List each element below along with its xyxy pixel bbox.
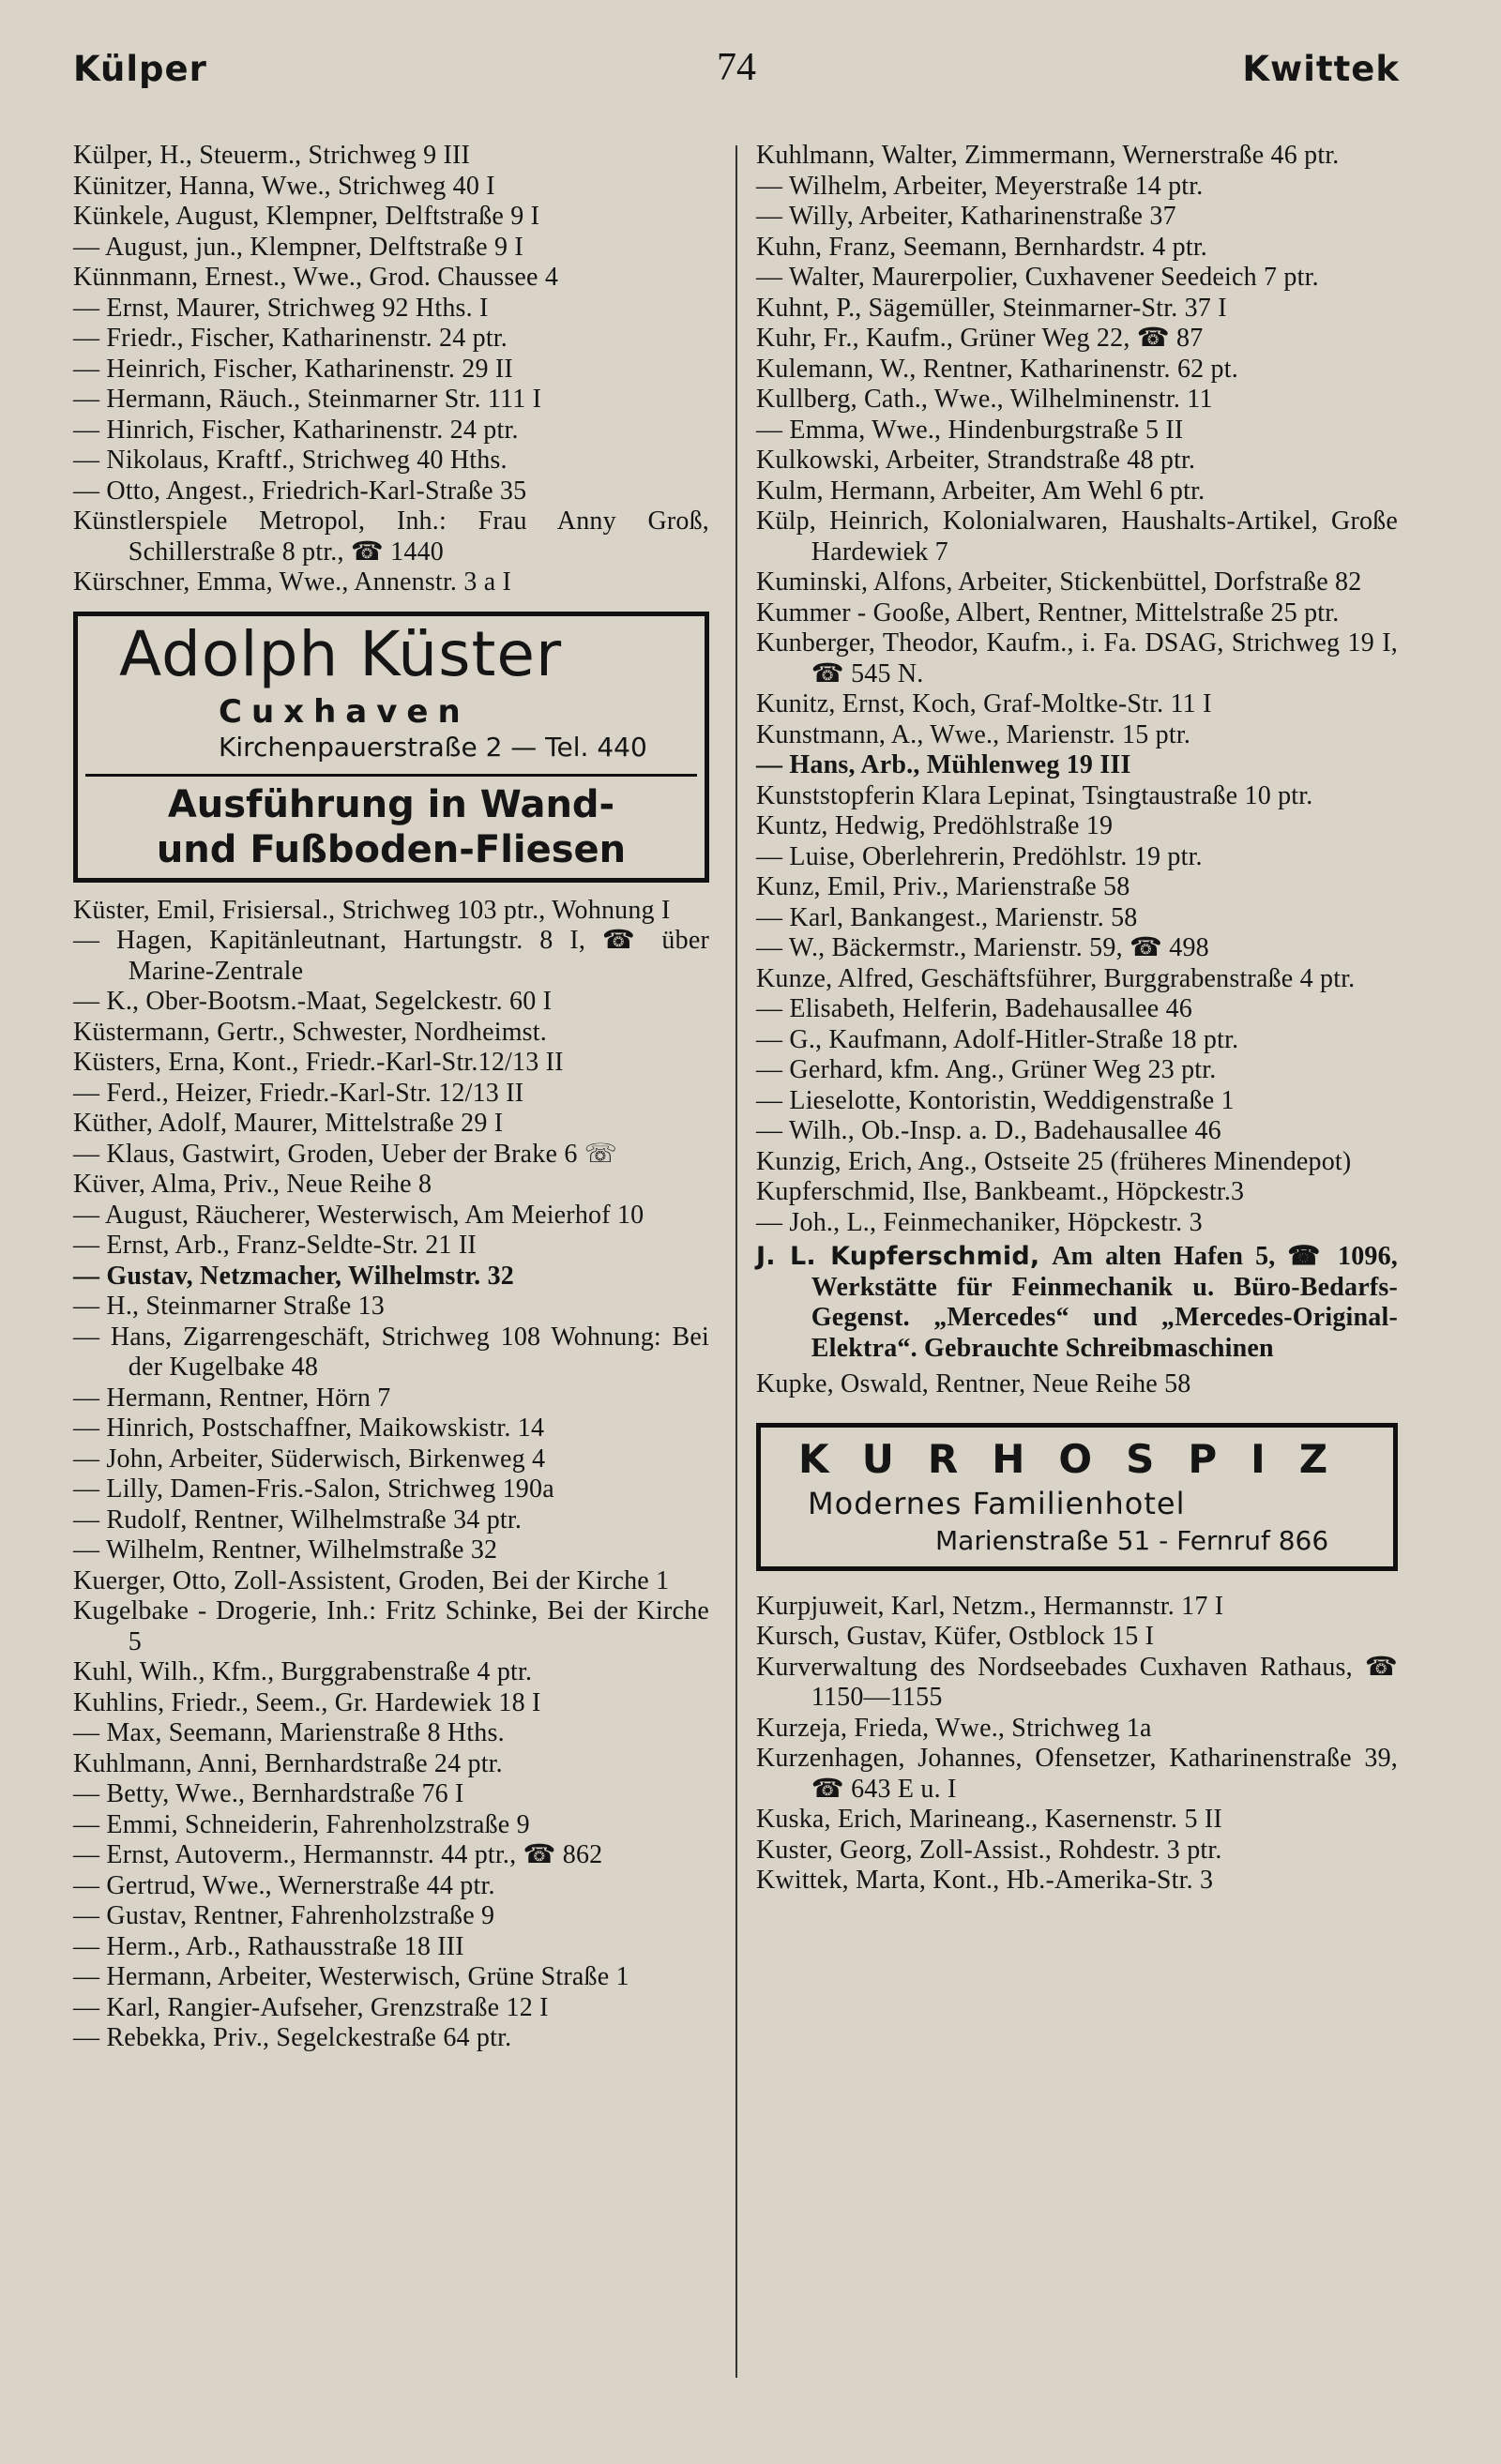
directory-entry: Künstlerspiele Metropol, Inh.: Frau Anny Groß, Schillerstraße 8 ptr., ☎ 1440 <box>73 506 709 567</box>
directory-entry: — August, Räucherer, Westerwisch, Am Meierhof 10 <box>73 1200 644 1230</box>
directory-entry: — John, Arbeiter, Süderwisch, Birkenweg 4 <box>73 1444 546 1474</box>
directory-entry: — W., Bäckermstr., Marienstr. 59, ☎ 498 <box>756 933 1209 962</box>
kupferschmid-text: Am alten Hafen 5, ☎ 1096, Werkstätte für Feinmechanik u. Büro-Bedarfs-Gegenst. „Mercedes“ und „Mercedes-Original-Elektra“. Gebrauchte Schreibmaschinen <box>811 1242 1398 1363</box>
directory-entry: Künitzer, Hanna, Wwe., Strichweg 40 I <box>73 171 495 201</box>
directory-entry: Küver, Alma, Priv., Neue Reihe 8 <box>73 1170 432 1199</box>
directory-entry: Kursch, Gustav, Küfer, Ostblock 15 I <box>756 1622 1155 1651</box>
directory-entry: Kunzig, Erich, Ang., Ostseite 25 (früheres Minendepot) <box>756 1146 1352 1176</box>
directory-entry: Kulm, Hermann, Arbeiter, Am Wehl 6 ptr. <box>756 476 1205 506</box>
directory-entry: — Lilly, Damen-Fris.-Salon, Strichweg 190a <box>73 1474 554 1504</box>
directory-entry: Kupferschmid, Ilse, Bankbeamt., Höpckestr.3 <box>756 1177 1245 1206</box>
header-first-name: Külper <box>73 49 207 89</box>
directory-entry: — Lieselotte, Kontoristin, Weddigenstraße 1 <box>756 1085 1235 1115</box>
directory-entry-kupferschmid <box>756 1242 1398 1364</box>
ad-hotel-name: KURHOSPIZ <box>798 1435 1362 1482</box>
directory-entry: — Gerhard, kfm. Ang., Grüner Weg 23 ptr. <box>756 1055 1217 1084</box>
directory-entry: Künnmann, Ernest., Wwe., Grod. Chaussee 4 <box>73 263 559 292</box>
directory-entry: Kwittek, Marta, Kont., Hb.-Amerika-Str. 3 <box>756 1866 1214 1895</box>
directory-entry: Kuhn, Franz, Seemann, Bernhardstr. 4 ptr. <box>756 232 1208 262</box>
directory-entry: — Luise, Oberlehrerin, Predöhlstr. 19 ptr. <box>756 841 1203 871</box>
directory-entry: — Hinrich, Postschaffner, Maikowskistr. 14 <box>73 1413 545 1443</box>
directory-entry: Kuster, Georg, Zoll-Assist., Rohdestr. 3 ptr. <box>756 1835 1222 1865</box>
directory-entry: Kurzenhagen, Johannes, Ofensetzer, Katharinenstraße 39, ☎ 643 E u. I <box>756 1744 1398 1804</box>
directory-entry: Kunitz, Ernst, Koch, Graf-Moltke-Str. 11 I <box>756 689 1212 718</box>
directory-entry: Kurpjuweit, Karl, Netzm., Hermannstr. 17 I <box>756 1591 1224 1621</box>
ad-city: Cuxhaven <box>219 692 470 731</box>
directory-entry: Kuhnt, P., Sägemüller, Steinmarner-Str. 37 I <box>756 293 1227 323</box>
directory-entry: — Friedr., Fischer, Katharinenstr. 24 ptr. <box>73 324 508 353</box>
directory-entry: Küstermann, Gertr., Schwester, Nordheimst. <box>73 1017 547 1047</box>
directory-entry: — Emma, Wwe., Hindenburgstraße 5 II <box>756 415 1184 445</box>
directory-entry: — Wilhelm, Arbeiter, Meyerstraße 14 ptr. <box>756 171 1204 201</box>
directory-entry: Kürschner, Emma, Wwe., Annenstr. 3 a I <box>73 567 512 597</box>
directory-entry: — Heinrich, Fischer, Katharinenstr. 29 II <box>73 354 513 384</box>
directory-entry: — Hinrich, Fischer, Katharinenstr. 24 ptr. <box>73 415 519 445</box>
directory-entry: — Otto, Angest., Friedrich-Karl-Straße 35 <box>73 476 527 506</box>
directory-entry: Küsters, Erna, Kont., Friedr.-Karl-Str.12/13 II <box>73 1048 564 1077</box>
directory-entry: — Max, Seemann, Marienstraße 8 Hths. <box>73 1718 505 1747</box>
directory-entry: Kunststopferin Klara Lepinat, Tsingtaustraße 10 ptr. <box>756 780 1313 810</box>
directory-entry: — Elisabeth, Helferin, Badehausallee 46 <box>756 994 1192 1023</box>
directory-entry: Kulkowski, Arbeiter, Strandstraße 48 ptr. <box>756 446 1196 475</box>
directory-entry: — Walter, Maurerpolier, Cuxhavener Seedeich 7 ptr. <box>756 263 1319 292</box>
directory-entry: Kuhr, Fr., Kaufm., Grüner Weg 22, ☎ 87 <box>756 324 1204 353</box>
ad-address: Kirchenpauerstraße 2 — Tel. 440 <box>219 731 647 763</box>
directory-entry: — Klaus, Gastwirt, Groden, Ueber der Brake 6 ☏ <box>73 1139 617 1169</box>
left-entries-top <box>73 141 709 598</box>
directory-entry: — Emmi, Schneiderin, Fahrenholzstraße 9 <box>73 1809 530 1839</box>
right-column <box>756 141 1398 1897</box>
directory-entry: Kunze, Alfred, Geschäftsführer, Burggrabenstraße 4 ptr. <box>756 963 1356 993</box>
directory-entry: — Wilh., Ob.-Insp. a. D., Badehausallee 46 <box>756 1116 1221 1145</box>
directory-entry: Kunstmann, A., Wwe., Marienstr. 15 ptr. <box>756 719 1191 749</box>
ad-tagline-1: Ausführung in Wand- <box>167 782 615 826</box>
directory-entry: — Hermann, Rentner, Hörn 7 <box>73 1383 391 1413</box>
directory-entry: Kurverwaltung des Nordseebades Cuxhaven Rathaus, ☎ 1150—1155 <box>756 1652 1398 1712</box>
directory-entry: Kuhlins, Friedr., Seem., Gr. Hardewiek 18 I <box>73 1687 541 1717</box>
directory-entry: — Gertrud, Wwe., Wernerstraße 44 ptr. <box>73 1870 495 1900</box>
column-divider <box>735 145 737 2378</box>
directory-entry: Kullberg, Cath., Wwe., Wilhelminenstr. 11 <box>756 385 1213 414</box>
directory-entry: — Hans, Zigarrengeschäft, Strichweg 108 Wohnung: Bei der Kugelbake 48 <box>73 1322 709 1382</box>
ad-rule <box>85 774 697 777</box>
directory-entry: Kupke, Oswald, Rentner, Neue Reihe 58 <box>756 1369 1191 1398</box>
header-last-name: Kwittek <box>1242 49 1400 89</box>
page-header <box>73 39 1400 96</box>
directory-entry: — G., Kaufmann, Adolf-Hitler-Straße 18 ptr. <box>756 1024 1239 1054</box>
directory-entry: — Nikolaus, Kraftf., Strichweg 40 Hths. <box>73 446 508 475</box>
directory-entry: Külp, Heinrich, Kolonialwaren, Haushalts-Artikel, Große Hardewiek 7 <box>756 506 1398 567</box>
directory-entry: — Hans, Arb., Mühlenweg 19 III <box>756 750 1131 779</box>
directory-entry: Kuhlmann, Anni, Bernhardstraße 24 ptr. <box>73 1748 503 1778</box>
directory-entry: — Karl, Bankangest., Marienstr. 58 <box>756 902 1138 932</box>
right-entries-top <box>756 141 1398 1238</box>
directory-entry: — Rudolf, Rentner, Wilhelmstraße 34 ptr. <box>73 1504 523 1534</box>
ad-hotel-subtitle: Modernes Familienhotel <box>808 1485 1186 1521</box>
directory-entry: — Wilhelm, Rentner, Wilhelmstraße 32 <box>73 1535 498 1565</box>
directory-entry: — Karl, Rangier-Aufseher, Grenzstraße 12 I <box>73 1992 549 2022</box>
directory-entry: Küster, Emil, Frisiersal., Strichweg 103 ptr., Wohnung I <box>73 895 671 925</box>
ad-firm-name: Adolph Küster <box>119 617 563 690</box>
directory-entry: — Joh., L., Feinmechaniker, Höpckestr. 3 <box>756 1207 1203 1237</box>
directory-entry: Kuska, Erich, Marineang., Kasernenstr. 5 II <box>756 1805 1222 1834</box>
directory-entry: Kurzeja, Frieda, Wwe., Strichweg 1a <box>756 1713 1152 1743</box>
directory-entry: Künkele, August, Klempner, Delftstraße 9 I <box>73 202 540 231</box>
directory-entry: — Hermann, Arbeiter, Westerwisch, Grüne Straße 1 <box>73 1962 629 1991</box>
directory-entry: — Rebekka, Priv., Segelckestraße 64 ptr. <box>73 2023 512 2052</box>
directory-entry: Kulemann, W., Rentner, Katharinenstr. 62 pt. <box>756 354 1238 384</box>
directory-entry: — Ernst, Maurer, Strichweg 92 Hths. I <box>73 293 489 323</box>
directory-entry: — Hermann, Räuch., Steinmarner Str. 111 I <box>73 385 542 414</box>
directory-entry: — Willy, Arbeiter, Katharinenstraße 37 <box>756 202 1176 231</box>
ad-tagline-2: und Fußboden-Fliesen <box>156 827 627 871</box>
directory-entry: Kuminski, Alfons, Arbeiter, Stickenbüttel, Dorfstraße 82 <box>756 567 1362 597</box>
directory-entry: — Herm., Arb., Rathausstraße 18 III <box>73 1931 464 1961</box>
directory-entry: Küther, Adolf, Maurer, Mittelstraße 29 I <box>73 1109 504 1138</box>
directory-entry: — Ernst, Autoverm., Hermannstr. 44 ptr., ☎ 862 <box>73 1840 603 1869</box>
right-entries-bottom <box>756 1592 1398 1897</box>
directory-entry: Külper, H., Steuerm., Strichweg 9 III <box>73 141 471 170</box>
directory-entry: Kuntz, Hedwig, Predöhlstraße 19 <box>756 811 1114 840</box>
page-number: 74 <box>717 46 756 89</box>
directory-entry: — K., Ober-Bootsm.-Maat, Segelckestr. 60 I <box>73 987 553 1016</box>
directory-entry: — Betty, Wwe., Bernhardstraße 76 I <box>73 1779 464 1808</box>
directory-entry: — Ferd., Heizer, Friedr.-Karl-Str. 12/13 II <box>73 1078 524 1108</box>
ad-hotel-address: Marienstraße 51 - Fernruf 866 <box>935 1524 1329 1556</box>
directory-entry: Kugelbake - Drogerie, Inh.: Fritz Schinke, Bei der Kirche 5 <box>73 1596 709 1656</box>
directory-entry: — Gustav, Netzmacher, Wilhelmstr. 32 <box>73 1261 514 1291</box>
directory-entry: Kuerger, Otto, Zoll-Assistent, Groden, Bei der Kirche 1 <box>73 1565 670 1595</box>
directory-entry: Kummer - Gooße, Albert, Rentner, Mittelstraße 25 ptr. <box>756 597 1340 627</box>
directory-entry: — Hagen, Kapitänleutnant, Hartungstr. 8 I, ☎ über Marine-Zentrale <box>73 926 709 986</box>
directory-entry: Kunz, Emil, Priv., Marienstraße 58 <box>756 872 1130 901</box>
directory-entry: Kuhlmann, Walter, Zimmermann, Wernerstraße 46 ptr. <box>756 141 1340 170</box>
left-entries-bottom <box>73 896 709 2054</box>
directory-entry: — Ernst, Arb., Franz-Seldte-Str. 21 II <box>73 1231 477 1260</box>
directory-entry: Kuhl, Wilh., Kfm., Burggrabenstraße 4 ptr. <box>73 1657 533 1686</box>
advertisement-kurhospiz <box>756 1423 1398 1571</box>
directory-entry: — H., Steinmarner Straße 13 <box>73 1292 385 1321</box>
kupferschmid-name: J. L. Kupferschmid, <box>756 1242 1040 1271</box>
advertisement-kuester <box>73 612 709 883</box>
directory-entry: — August, jun., Klempner, Delftstraße 9 I <box>73 232 523 262</box>
directory-entry: — Gustav, Rentner, Fahrenholzstraße 9 <box>73 1901 495 1930</box>
directory-entry: Kunberger, Theodor, Kaufm., i. Fa. DSAG, Strichweg 19 I, ☎ 545 N. <box>756 628 1398 688</box>
left-column <box>73 141 709 2054</box>
